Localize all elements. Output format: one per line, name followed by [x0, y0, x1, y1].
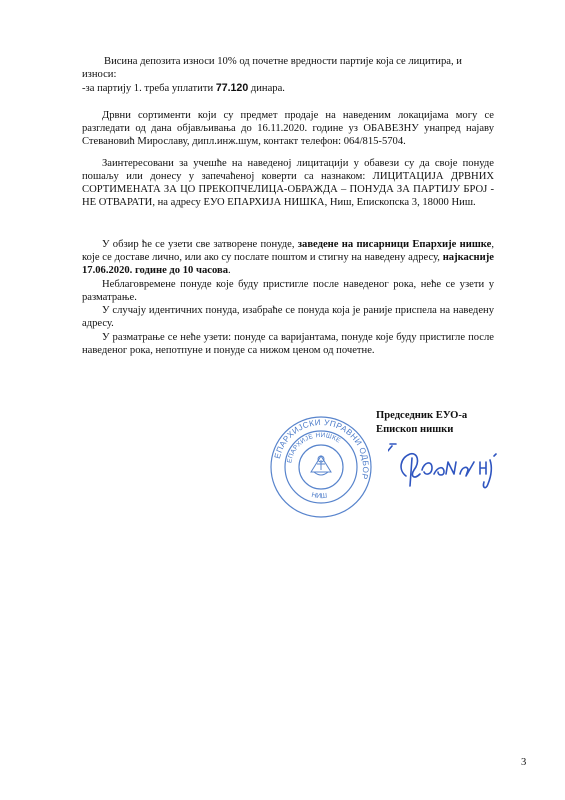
handwritten-signature: [388, 440, 523, 500]
inspection-paragraph: Дрвни сортименти који су предмет продаје на наведеним локацијама могу се разгледати од дана објављивања до 16.11.2020. године уз ОБАВЕЗНУ унапред најаву Стевановић Мирославу, дипл.инж.шум, контакт телефон: 064/815-5704.: [82, 110, 494, 147]
page-number: 3: [521, 757, 527, 768]
registry-office-bold: заведене на писарници Епархије нишке: [297, 239, 492, 250]
stamp-outer-text: ЕПАРХИЈСКИ УПРАВНИ ОДБОР: [272, 417, 371, 481]
signatory-title: Председник ЕУО-а: [376, 410, 468, 421]
official-stamp: [268, 414, 374, 520]
deadline-text-1: У обзир ће се узети све затворене понуде,: [102, 239, 298, 250]
identical-offers-paragraph: У случају идентичних понуда, изабраће се понуда која је раније приспела на наведену адресу.: [82, 305, 494, 329]
stamp-inner-text: ЕПАРХИЈЕ НИШКЕ: [286, 431, 342, 464]
excluded-offers-paragraph: У разматрање се неће узети: понуде са варијантама, понуде које буду пристигле после наведеног рока, непотпуне и понуде са нижом ценом од почетне.: [82, 332, 494, 356]
deposit-post: динара.: [248, 83, 285, 94]
submission-paragraph: Заинтересовани за учешће на наведеној лицитацији у обавези су да своје понуде пошаљу или донесу у запечаћеној коверти са назнаком: ЛИЦИТАЦИЈА ДРВНИХ СОРТИМЕНАТА ЗА ЦО ПРЕКОПЧЕЛИЦА-ОБРАЖДА – ПОНУДА ЗА ПАРТИЈУ БРОЈ - НЕ ОТВАРАТИ, на адресу ЕУО ЕПАРХИЈА НИШКА, Ниш, Епископска 3, 18000 Ниш.: [82, 158, 494, 208]
deposit-amount-line: [82, 82, 285, 95]
deadline-text-2: , које се доставе лично, или ако су послате поштом и стигну на наведену адресу,: [82, 239, 494, 263]
deadline-paragraph: [82, 238, 494, 277]
deposit-pre: -за партију 1. треба уплатити: [82, 83, 216, 94]
deposit-line-2: износи:: [82, 69, 117, 80]
deadline-text-3: .: [228, 265, 231, 276]
deposit-amount: 77.120: [215, 82, 249, 94]
signatory-subtitle: Епископ нишки: [376, 424, 454, 435]
stamp-bottom-text: НИШ: [310, 491, 328, 501]
deposit-line: Висина депозита износи 10% од почетне вредности партије која се лицитира, и: [104, 56, 462, 67]
stamp-emblem: [311, 456, 331, 475]
deadline-bold: најкасније 17.06.2020. године до 10 часова: [82, 252, 494, 276]
late-offers-paragraph: Неблаговремене понуде које буду пристигле после наведеног рока, неће се узети у разматрање.: [82, 279, 494, 303]
